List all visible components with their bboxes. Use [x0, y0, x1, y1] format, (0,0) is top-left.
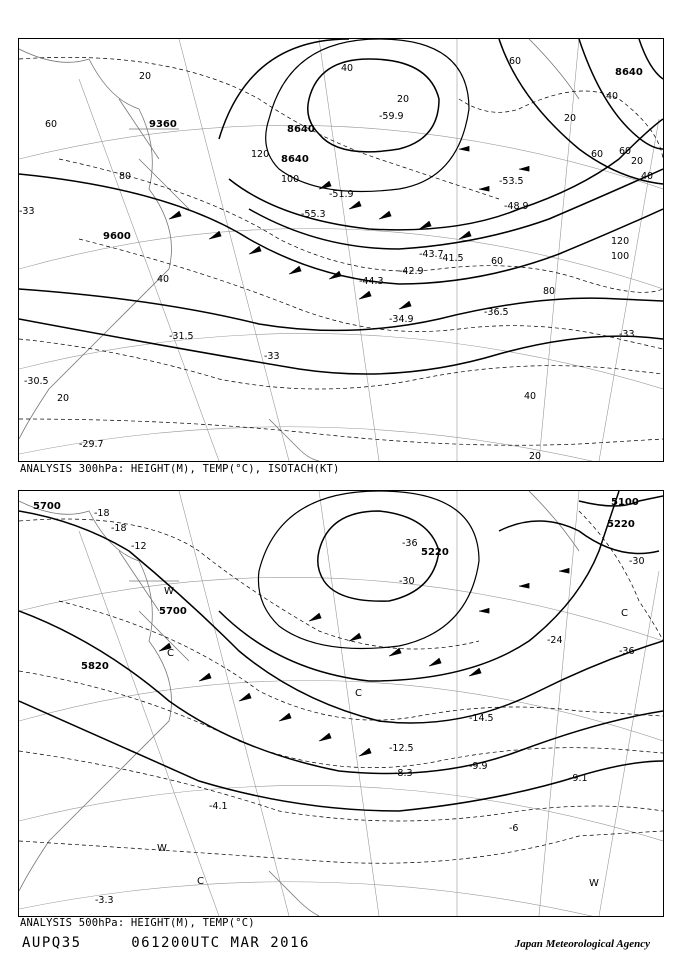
map-500hpa [18, 490, 664, 917]
height-contours [19, 39, 663, 374]
temp-label: -6 [509, 823, 519, 834]
temp-label: -44.3 [359, 276, 384, 287]
bulletin-timestamp: 061200UTC MAR 2016 [131, 935, 310, 951]
coastline [19, 491, 579, 916]
bulletin-code: AUPQ35 [22, 935, 82, 951]
isotach-label: 80 [119, 171, 132, 182]
isotach-label: 40 [606, 91, 619, 102]
height-label: 9360 [149, 119, 177, 130]
temp-label: -34.9 [389, 314, 414, 325]
wind-barbs [159, 568, 569, 756]
temp-label: -14.5 [469, 713, 494, 724]
isotach-label: 60 [591, 149, 604, 160]
temp-labels [19, 111, 635, 450]
temp-label: -55.3 [301, 209, 326, 220]
isotach-label: 120 [611, 236, 630, 247]
height-label: 5220 [421, 547, 449, 558]
temp-label: -42.9 [399, 266, 424, 277]
isotherms [19, 511, 663, 863]
map-300hpa [18, 38, 664, 462]
temp-label: -3.3 [95, 895, 114, 906]
cold-symbol: C [167, 648, 174, 659]
temp-label: -30 [399, 576, 415, 587]
coastline [19, 39, 579, 461]
warm-symbol: W [164, 586, 174, 597]
temp-label: -9.9 [469, 761, 488, 772]
isotach-label: 40 [524, 391, 537, 402]
graticule [19, 39, 663, 461]
temp-label: -29.7 [79, 439, 104, 450]
map-500hpa-caption: ANALYSIS 500hPa: HEIGHT(M), TEMP(°C) [20, 917, 255, 929]
isotach-label: 20 [57, 393, 70, 404]
temp-label: -33 [264, 351, 280, 362]
cold-symbol: C [197, 876, 204, 887]
temp-label: -8.3 [394, 768, 413, 779]
temp-label: -33 [19, 206, 35, 217]
isotach-label: 100 [611, 251, 630, 262]
temp-label: -33 [619, 329, 635, 340]
cold-symbol: C [355, 688, 362, 699]
temp-label: -43.7 [419, 249, 444, 260]
isotach-label: 20 [564, 113, 577, 124]
height-label: 8640 [281, 154, 309, 165]
temp-label: -4.1 [209, 801, 228, 812]
temp-label: -18 [94, 508, 110, 519]
height-label: 5220 [607, 519, 635, 530]
height-label: 5700 [33, 501, 61, 512]
temp-label: -36.5 [484, 307, 509, 318]
cold-symbol: C [621, 608, 628, 619]
graticule [19, 491, 663, 916]
temp-label: -41.5 [439, 253, 464, 264]
isotach-label: 60 [619, 146, 632, 157]
temp-label: -36 [402, 538, 418, 549]
temp-label: -18 [111, 523, 127, 534]
height-label: 8640 [287, 124, 315, 135]
wind-barbs [169, 146, 529, 309]
isotach-label: 60 [509, 56, 522, 67]
isotach-label: 40 [641, 171, 654, 182]
isotach-label: 40 [341, 63, 354, 74]
agency-name: Japan Meteorological Agency [514, 938, 650, 950]
height-label: 8640 [615, 67, 643, 78]
isotach-label: 100 [281, 174, 300, 185]
warm-symbol: W [589, 878, 599, 889]
map-300hpa-canvas [19, 39, 663, 461]
map-300hpa-caption: ANALYSIS 300hPa: HEIGHT(M), TEMP(°C), ISOTACH(KT) [20, 463, 340, 475]
isotach-label: 60 [491, 256, 504, 267]
isotach-label: 20 [139, 71, 152, 82]
temp-label: -48.9 [504, 201, 529, 212]
map-500hpa-canvas [19, 491, 663, 916]
temp-label: -12.5 [389, 743, 414, 754]
height-label: 5100 [611, 497, 639, 508]
temp-label: -31.5 [169, 331, 194, 342]
height-label: 5820 [81, 661, 109, 672]
isotach-label: 20 [529, 451, 542, 461]
height-contours [19, 491, 663, 811]
isotach-label: 20 [631, 156, 644, 167]
height-label: 9600 [103, 231, 131, 242]
temp-label: -30.5 [24, 376, 49, 387]
temp-label: -12 [131, 541, 147, 552]
temp-label: -53.5 [499, 176, 524, 187]
temp-label: -9.1 [569, 773, 588, 784]
temp-label: -30 [629, 556, 645, 567]
isotach-label: 20 [397, 94, 410, 105]
isotach-label: 120 [251, 149, 270, 160]
temp-label: -51.9 [329, 189, 354, 200]
temp-label: -24 [547, 635, 563, 646]
warm-symbol: W [157, 843, 167, 854]
isotach-label: 40 [157, 274, 170, 285]
isotach-labels [45, 56, 653, 461]
temp-label: -59.9 [379, 111, 404, 122]
temp-label: -36 [619, 646, 635, 657]
isotach-label: 60 [45, 119, 58, 130]
height-label: 5700 [159, 606, 187, 617]
isotach-label: 80 [543, 286, 556, 297]
bulletin-header [22, 935, 310, 951]
